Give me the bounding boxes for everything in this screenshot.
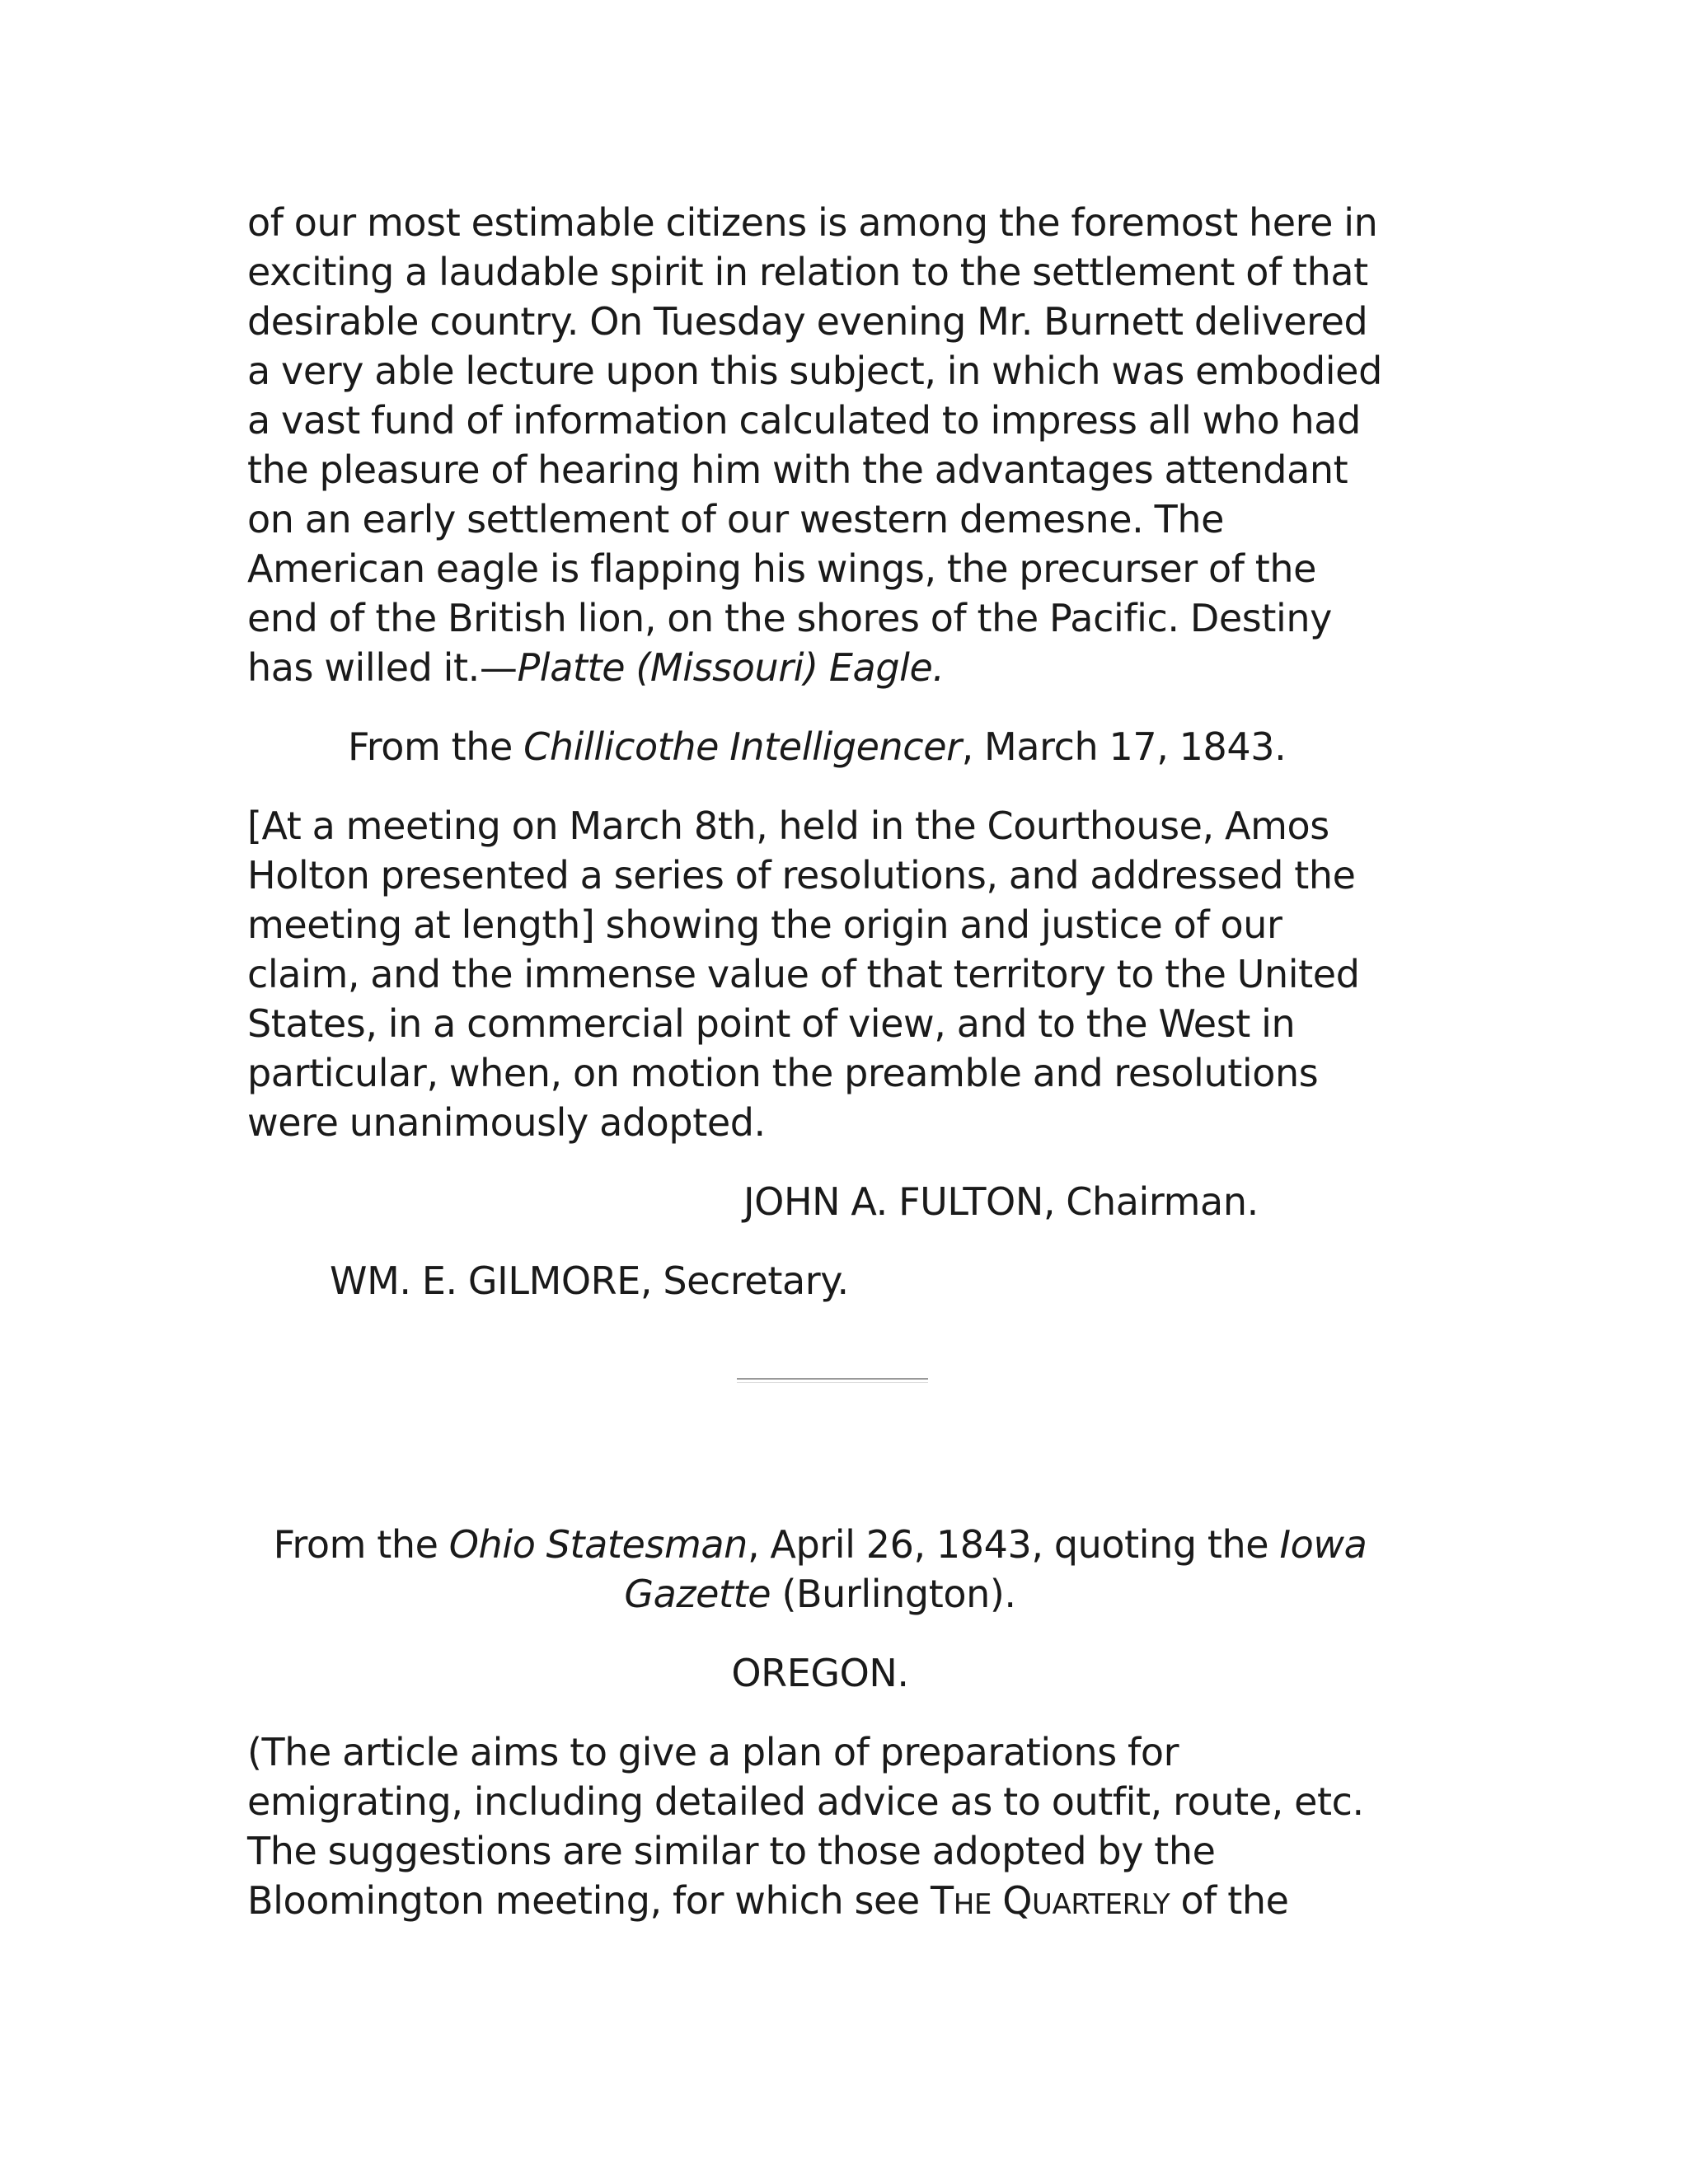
source-line <box>247 1520 1393 1619</box>
body-paragraph <box>247 198 1393 692</box>
paragraph-suffix: of the <box>1170 1878 1289 1923</box>
paragraph-text: of our most estimable citizens is among the foremost here in exciting a laudable spirit in relation to the settlement of that desirable country. On Tuesday evening Mr. Burnett delivered a very able lecture upon this subject, in which was embodied a vast fund of information calculated to impress all who had the pleasure of hearing him with the advantages attendant on an early settlement of our western demesne. The American eagle is flapping his wings, the precurser of the end of the British lion, on the shores of the Pacific. Destiny has willed it.— <box>247 200 1382 690</box>
small-caps-the: THE <box>931 1878 992 1923</box>
signature-chairman: JOHN A. FULTON, Chairman. <box>743 1179 1259 1224</box>
newspaper-title: Ohio Statesman <box>448 1522 748 1567</box>
horizontal-rule <box>737 1378 928 1383</box>
source-prefix: From the <box>348 724 524 769</box>
body-paragraph <box>247 801 1393 1147</box>
signature-secretary: WM. E. GILMORE, Secretary. <box>330 1258 849 1303</box>
newspaper-title: Chillicothe Intelligencer <box>523 724 962 769</box>
section-divider <box>247 1305 1393 1520</box>
source-date: , April 26, 1843, quoting the <box>747 1522 1280 1567</box>
source-prefix: From the <box>273 1522 449 1567</box>
source-line <box>247 722 1393 771</box>
small-caps-quarterly: QUARTERLY <box>1002 1878 1170 1923</box>
body-paragraph <box>247 1727 1393 1929</box>
paragraph-text: [At a meeting on March 8th, held in the Courthouse, Amos Holton presented a series of resolutions, and addressed the meeting at length] showing the origin and justice of our claim, and the immense value of that territory to the United States, in a commercial point of view, and to the West in particular, when, on motion the preamble and resolutions were unanimously adopted. <box>247 804 1360 1145</box>
section-heading: OREGON. <box>731 1651 909 1695</box>
source-citation: Platte (Missouri) Eagle. <box>517 645 945 690</box>
document-page <box>247 198 1393 1929</box>
source-location: (Burlington). <box>771 1572 1016 1616</box>
source-date: , March 17, 1843. <box>961 724 1287 769</box>
quoted-newspaper-title: Iowa Gazette <box>624 1522 1367 1616</box>
paragraph-text: (The article aims to give a plan of preparations for emigrating, including detailed advice as to outfit, route, etc. The suggestions are similar to those adopted by the Bloomington meeting, for which see <box>247 1730 1364 1923</box>
